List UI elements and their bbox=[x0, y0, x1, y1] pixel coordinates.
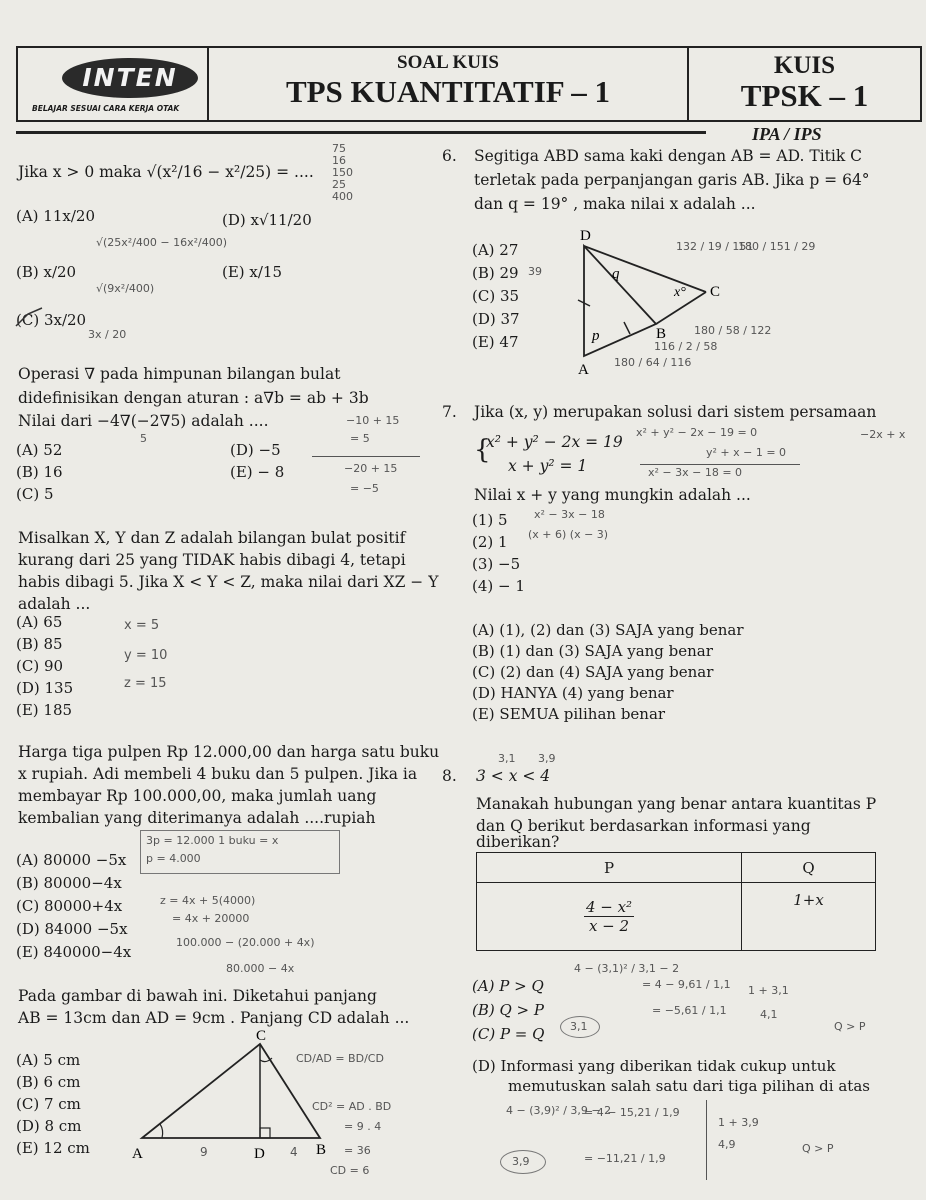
header-rule bbox=[16, 131, 706, 134]
q8-hand-5: 4,1 bbox=[760, 1008, 778, 1021]
q2-option-e: (E) − 8 bbox=[230, 463, 285, 481]
q2-option-d: (D) −5 bbox=[230, 441, 281, 459]
q1-option-a: (A) 11x/20 bbox=[16, 207, 95, 225]
q1-hand-side-0: 75 bbox=[332, 142, 346, 155]
q1-option-c: (C) 3x/20 bbox=[16, 311, 87, 329]
q4-option-b: (B) 80000−4x bbox=[16, 874, 122, 892]
q1-hand-side-1: 16 bbox=[332, 154, 346, 167]
q3-option-c: (C) 90 bbox=[16, 657, 64, 675]
q6-label-p: p bbox=[592, 328, 600, 344]
q6-hand-4: 180 / 58 / 122 bbox=[694, 324, 772, 337]
q4-hand-box-0: 3p = 12.000 1 buku = x bbox=[146, 834, 279, 847]
q3-stem-line4: adalah ... bbox=[18, 595, 91, 613]
q1-stem-text: Jika x > 0 maka √(x²/16 − x²/25) = .... bbox=[18, 163, 314, 181]
q7-ask: Nilai x + y yang mungkin adalah ... bbox=[474, 486, 751, 504]
q5-hand-0: CD/AD = BD/CD bbox=[296, 1052, 384, 1065]
q1-option-b: (B) x/20 bbox=[16, 263, 77, 281]
q4-stem-line2: x rupiah. Adi membeli 4 buku dan 5 pulpen. Jika ia bbox=[18, 765, 418, 783]
q7-stem: Jika (x, y) merupakan solusi dari sistem persamaan bbox=[474, 403, 877, 421]
q8-q-value: 1+x bbox=[793, 891, 824, 909]
q6-stem-line3: dan q = 19° , maka nilai x adalah ... bbox=[474, 195, 756, 213]
q7-hand-1: y² + x − 1 = 0 bbox=[706, 446, 787, 459]
q7-option-d: (D) HANYA (4) yang benar bbox=[472, 684, 674, 702]
q8-option-d-line2: memutuskan salah satu dari tiga pilihan di atas bbox=[508, 1077, 870, 1095]
q8-option-a: (A) P > Q bbox=[472, 977, 544, 995]
q1-stem bbox=[18, 162, 314, 183]
q8-hand-b-6: Q > P bbox=[802, 1142, 834, 1155]
stream-label: IPA / IPS bbox=[752, 124, 822, 144]
q3-hand-z: z = 15 bbox=[124, 676, 167, 691]
code-cell bbox=[689, 48, 920, 120]
q3-hand-x: x = 5 bbox=[124, 618, 160, 633]
q8-header-p: P bbox=[477, 853, 742, 883]
title-cell bbox=[209, 48, 689, 120]
q1-hand-side-3: 25 bbox=[332, 178, 346, 191]
q8-hand-2: = −5,61 / 1,1 bbox=[652, 1004, 727, 1017]
q7-hand-line bbox=[640, 464, 800, 465]
q1-option-d: (D) x√11/20 bbox=[222, 211, 312, 229]
logo-tagline: BELAJAR SESUAI CARA KERJA OTAK bbox=[32, 104, 180, 113]
q2-hand-line bbox=[312, 456, 420, 457]
q8-hand-b-3: 3,9 bbox=[512, 1155, 530, 1168]
q7-hand-4: (x + 6) (x − 3) bbox=[528, 528, 609, 541]
q6-option-a: (A) 27 bbox=[472, 241, 519, 259]
q4-stem-line4: kembalian yang diterimanya adalah ....rupiah bbox=[18, 809, 376, 827]
q6-label-b: B bbox=[656, 326, 667, 342]
q4-option-c: (C) 80000+4x bbox=[16, 897, 123, 915]
q7-hand-2: x² − 3x − 18 = 0 bbox=[648, 466, 743, 479]
q5-hand-9: 9 bbox=[200, 1145, 208, 1159]
q6-label-a: A bbox=[578, 362, 589, 376]
q8-stem-line3: diberikan? bbox=[476, 833, 560, 851]
q3-option-e: (E) 185 bbox=[16, 701, 73, 719]
q8-cell-p bbox=[477, 883, 742, 951]
q1-hand-side-4: 400 bbox=[332, 190, 353, 203]
q3-option-a: (A) 65 bbox=[16, 613, 63, 631]
q6-stem-line1: Segitiga ABD sama kaki dengan AB = AD. Titik C bbox=[474, 147, 863, 165]
q5-label-c: C bbox=[256, 1030, 267, 1044]
kuis-label: KUIS bbox=[773, 52, 836, 79]
q3-hand-y: y = 10 bbox=[124, 648, 168, 663]
q7-option-b: (B) (1) dan (3) SAJA yang benar bbox=[472, 642, 713, 660]
q8-hand-vline bbox=[706, 1100, 707, 1180]
q8-option-b: (B) Q > P bbox=[472, 1001, 544, 1019]
q2-option-a: (A) 52 bbox=[16, 441, 63, 459]
q8-hand-b-5: 4,9 bbox=[718, 1138, 736, 1151]
q7-item-4: (4) − 1 bbox=[472, 577, 525, 595]
q6-number: 6. bbox=[442, 147, 457, 165]
q8-hand-b-4: 1 + 3,9 bbox=[718, 1116, 759, 1129]
header-box bbox=[16, 46, 922, 122]
q2-hand-0: −10 + 15 bbox=[346, 414, 400, 427]
q6-option-e: (E) 47 bbox=[472, 333, 519, 351]
q8-hand-1: = 4 − 9,61 / 1,1 bbox=[642, 978, 731, 991]
q6-hand-b-note: 39 bbox=[528, 265, 542, 278]
q8-p-fraction bbox=[584, 898, 634, 935]
q6-stem-line2: terletak pada perpanjangan garis AB. Jika p = 64° bbox=[474, 171, 870, 189]
q2-stem-line3: Nilai dari −4∇(−2∇5) adalah .... bbox=[18, 412, 269, 430]
q3-stem-line2: kurang dari 25 yang TIDAK habis dibagi 4, tetapi bbox=[18, 551, 406, 569]
logo-cell bbox=[18, 48, 209, 120]
q4-stem-line1: Harga tiga pulpen Rp 12.000,00 dan harga satu buku bbox=[18, 743, 440, 761]
q2-option-c: (C) 5 bbox=[16, 485, 54, 503]
q7-option-e: (E) SEMUA pilihan benar bbox=[472, 705, 666, 723]
q5-hand-3: = 36 bbox=[344, 1144, 371, 1157]
q8-hand-b-0: 4 − (3,9)² / 3,9 − 2 bbox=[506, 1104, 612, 1117]
q5-label-d: D bbox=[254, 1146, 265, 1162]
q5-right-angle bbox=[260, 1128, 270, 1138]
q4-hand-2: 100.000 − (20.000 + 4x) bbox=[176, 936, 315, 949]
q7-hand-5: −2x + x bbox=[860, 428, 906, 441]
q5-label-a: A bbox=[132, 1146, 143, 1162]
q2-hand-3: = −5 bbox=[350, 482, 379, 495]
q5-hand-4: 4 bbox=[290, 1145, 298, 1159]
q4-option-a: (A) 80000 −5x bbox=[16, 851, 127, 869]
q6-label-x: x° bbox=[674, 285, 686, 300]
q8-hand-top-1: 3,9 bbox=[538, 752, 556, 765]
soal-label: SOAL KUIS bbox=[397, 52, 499, 73]
q5-hand-2: = 9 . 4 bbox=[344, 1120, 382, 1133]
q5-angle-a bbox=[160, 1124, 163, 1138]
q5-option-c: (C) 7 cm bbox=[16, 1095, 81, 1113]
q7-option-a: (A) (1), (2) dan (3) SAJA yang benar bbox=[472, 621, 744, 639]
q6-label-q: q bbox=[612, 266, 620, 282]
q5-hand-1: CD² = AD . BD bbox=[312, 1100, 392, 1113]
q5-stem-line2: AB = 13cm dan AD = 9cm . Panjang CD adalah ... bbox=[18, 1009, 410, 1027]
q1-answer-mark-icon bbox=[14, 306, 44, 330]
q5-option-b: (B) 6 cm bbox=[16, 1073, 81, 1091]
q7-hand-0: x² + y² − 2x − 19 = 0 bbox=[636, 426, 758, 439]
q8-hand-6: Q > P bbox=[834, 1020, 866, 1033]
q7-item-2: (2) 1 bbox=[472, 533, 508, 551]
q7-item-1: (1) 5 bbox=[472, 511, 508, 529]
q1-hand-side-2: 150 bbox=[332, 166, 353, 179]
q8-option-d-line1: (D) Informasi yang diberikan tidak cukup untuk bbox=[472, 1057, 836, 1075]
q6-hand-2: 180 / 64 / 116 bbox=[614, 356, 692, 369]
q5-triangle-figure bbox=[120, 1030, 340, 1170]
q4-stem-line3: membayar Rp 100.000,00, maka jumlah uang bbox=[18, 787, 377, 805]
q8-quantity-table bbox=[476, 852, 876, 951]
q6-option-c: (C) 35 bbox=[472, 287, 520, 305]
q8-stem-line1: Manakah hubungan yang benar antara kuantitas P bbox=[476, 795, 877, 813]
q6-label-d: D bbox=[580, 228, 591, 244]
q8-number: 8. bbox=[442, 767, 457, 785]
q3-option-d: (D) 135 bbox=[16, 679, 74, 697]
q8-hand-top-0: 3,1 bbox=[498, 752, 516, 765]
q4-option-d: (D) 84000 −5x bbox=[16, 920, 128, 938]
q5-option-d: (D) 8 cm bbox=[16, 1117, 82, 1135]
q8-condition: 3 < x < 4 bbox=[476, 767, 551, 785]
q2-option-b: (B) 16 bbox=[16, 463, 63, 481]
q4-hand-3: 80.000 − 4x bbox=[226, 962, 295, 975]
q5-hand-4: CD = 6 bbox=[330, 1164, 370, 1177]
q6-tick-ab bbox=[624, 322, 630, 334]
q3-stem-line3: habis dibagi 5. Jika X < Y < Z, maka nilai dari XZ − Y bbox=[18, 573, 439, 591]
q2-stem-line2: didefinisikan dengan aturan : a∇b = ab + 3b bbox=[18, 389, 369, 407]
q4-hand-box-1: p = 4.000 bbox=[146, 852, 201, 865]
q5-option-a: (A) 5 cm bbox=[16, 1051, 81, 1069]
q1-hand-c: 3x / 20 bbox=[88, 328, 127, 341]
kuis-code: TPSK – 1 bbox=[740, 78, 869, 113]
q6-option-b: (B) 29 bbox=[472, 264, 519, 282]
q8-header-q: Q bbox=[742, 853, 876, 883]
q5-stem-line1: Pada gambar di bawah ini. Diketahui panjang bbox=[18, 987, 377, 1005]
q2-hand-1: = 5 bbox=[350, 432, 370, 445]
q6-hand-1: 180 / 151 / 29 bbox=[738, 240, 816, 253]
q6-label-c: C bbox=[710, 284, 720, 300]
q5-label-b: B bbox=[316, 1142, 327, 1158]
q4-hand-1: = 4x + 20000 bbox=[172, 912, 250, 925]
q5-option-e: (E) 12 cm bbox=[16, 1139, 90, 1157]
q6-option-d: (D) 37 bbox=[472, 310, 520, 328]
q3-option-b: (B) 85 bbox=[16, 635, 63, 653]
q8-hand-b-2: = −11,21 / 1,9 bbox=[584, 1152, 666, 1165]
q8-hand-4: 1 + 3,1 bbox=[748, 984, 789, 997]
inten-logo: INTEN bbox=[62, 58, 198, 98]
q7-number: 7. bbox=[442, 403, 457, 421]
q6-hand-3: 116 / 2 / 58 bbox=[654, 340, 718, 353]
q5-triangle bbox=[142, 1044, 320, 1138]
q2-hand-2: −20 + 15 bbox=[344, 462, 398, 475]
q1-option-e: (E) x/15 bbox=[222, 263, 283, 281]
q4-option-e: (E) 840000−4x bbox=[16, 943, 132, 961]
q2-hand-five: 5 bbox=[140, 432, 147, 445]
q1-hand-root-a: √(25x²/400 − 16x²/400) bbox=[96, 236, 228, 249]
q8-p-numerator: 4 − x² bbox=[585, 898, 633, 916]
q8-cell-q bbox=[742, 883, 876, 951]
q8-stem-line2: dan Q berikut berdasarkan informasi yang bbox=[476, 817, 811, 835]
q1-hand-root-b: √(9x²/400) bbox=[96, 282, 155, 295]
q7-eq2: x + y² = 1 bbox=[508, 457, 588, 475]
q8-p-denominator: x − 2 bbox=[588, 917, 630, 935]
q7-hand-3: x² − 3x − 18 bbox=[534, 508, 605, 521]
q8-hand-b-1: = 4 − 15,21 / 1,9 bbox=[584, 1106, 680, 1119]
q7-eq1: x² + y² − 2x = 19 bbox=[486, 433, 623, 451]
q7-item-3: (3) −5 bbox=[472, 555, 521, 573]
q8-hand-0: 4 − (3,1)² / 3,1 − 2 bbox=[574, 962, 680, 975]
q8-option-c: (C) P = Q bbox=[472, 1025, 545, 1043]
q8-hand-3: 3,1 bbox=[570, 1020, 588, 1033]
q3-stem-line1: Misalkan X, Y dan Z adalah bilangan bulat positif bbox=[18, 529, 406, 547]
q7-option-c: (C) (2) dan (4) SAJA yang benar bbox=[472, 663, 714, 681]
q6-hand-0: 132 / 19 / 151 bbox=[676, 240, 754, 253]
q4-hand-0: z = 4x + 5(4000) bbox=[160, 894, 256, 907]
q7-brace: { bbox=[474, 435, 491, 465]
q2-stem-line1: Operasi ∇ pada himpunan bilangan bulat bbox=[18, 365, 341, 383]
page-title: TPS KUANTITATIF – 1 bbox=[285, 74, 611, 109]
